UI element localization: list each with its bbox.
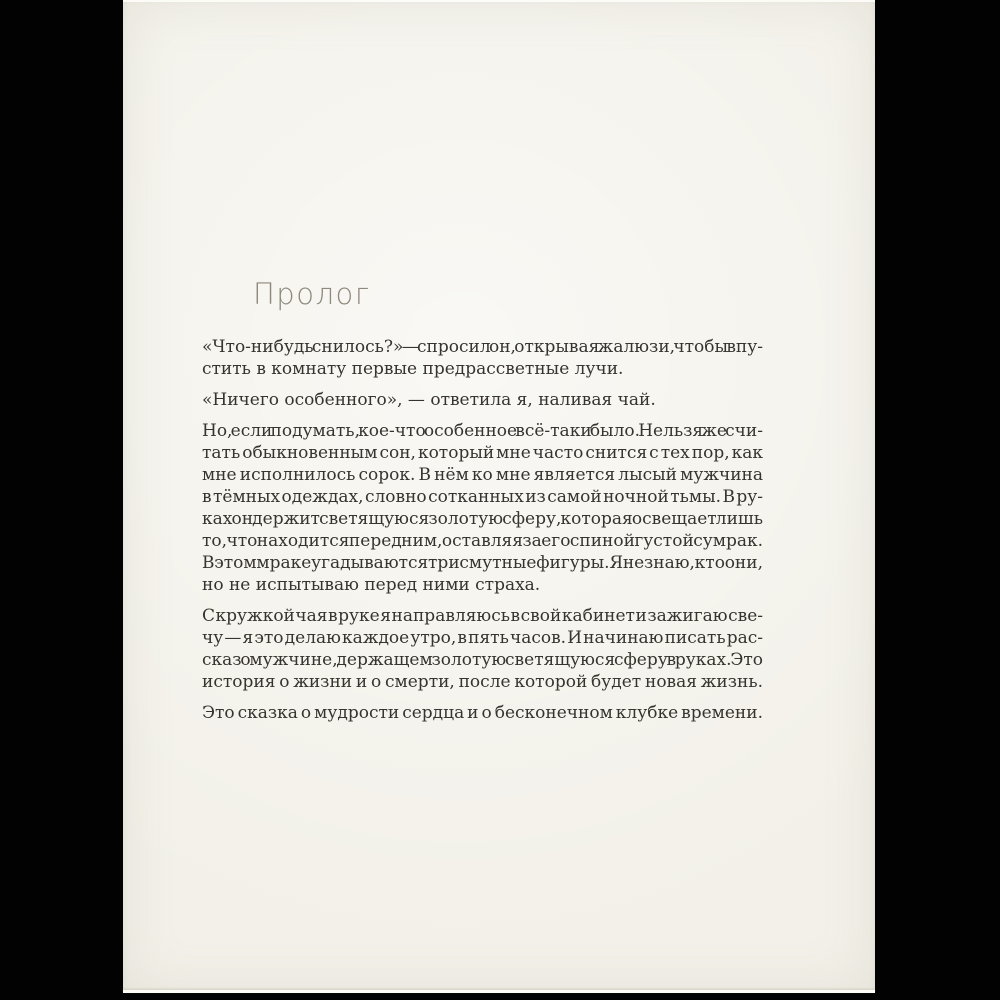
text-line: «Ничего особенного», — ответила я, наливая чай. bbox=[202, 390, 656, 410]
paragraph bbox=[202, 389, 763, 411]
text-line: мне исполнилось сорок. В нём ко мне является лысый мужчина bbox=[202, 465, 763, 485]
text-line: тать обыкновенным сон, который мне часто снится с тех пор, как bbox=[202, 443, 764, 463]
text-line: история о жизни и о смерти, после которой будет новая жизнь. bbox=[202, 672, 763, 692]
text-line: «Что-нибудь снилось?» — спросил он, открывая жалюзи, чтобы впу- bbox=[202, 337, 763, 357]
text-line: сказ о мужчине, держащем золотую светящуюся сферу в руках. Это bbox=[202, 650, 763, 670]
book-page bbox=[123, 0, 875, 993]
paragraph bbox=[202, 420, 763, 596]
paragraph bbox=[202, 336, 763, 380]
text-line: то, что находится перед ним, оставляя за его спиной густой сумрак. bbox=[202, 531, 763, 551]
text-line: Это сказка о мудрости сердца и о бесконечном клубке времени. bbox=[202, 703, 763, 723]
text-line: ках он держит светящуюся золотую сферу, которая освещает лишь bbox=[202, 509, 763, 529]
paragraph bbox=[202, 605, 763, 693]
text-line: Но, если подумать, кое-что особенное всё-таки было. Нельзя же счи- bbox=[202, 421, 763, 441]
text-line: чу — я это делаю каждое утро, в пять часов. И начинаю писать рас- bbox=[202, 628, 763, 648]
body-text bbox=[202, 336, 763, 724]
text-line: С кружкой чая в руке я направляюсь в свой кабинет и зажигаю све- bbox=[202, 606, 764, 626]
chapter-heading: Пролог bbox=[253, 277, 371, 311]
text-line: в тёмных одеждах, словно сотканных из самой ночной тьмы. В ру- bbox=[202, 487, 763, 507]
text-line: В этом мраке угадываются три смутные фигуры. Я не знаю, кто они, bbox=[202, 553, 763, 573]
text-line: но не испытываю перед ними страха. bbox=[202, 575, 541, 595]
text-line: стить в комнату первые предрассветные лучи. bbox=[202, 359, 624, 379]
paragraph bbox=[202, 702, 763, 724]
